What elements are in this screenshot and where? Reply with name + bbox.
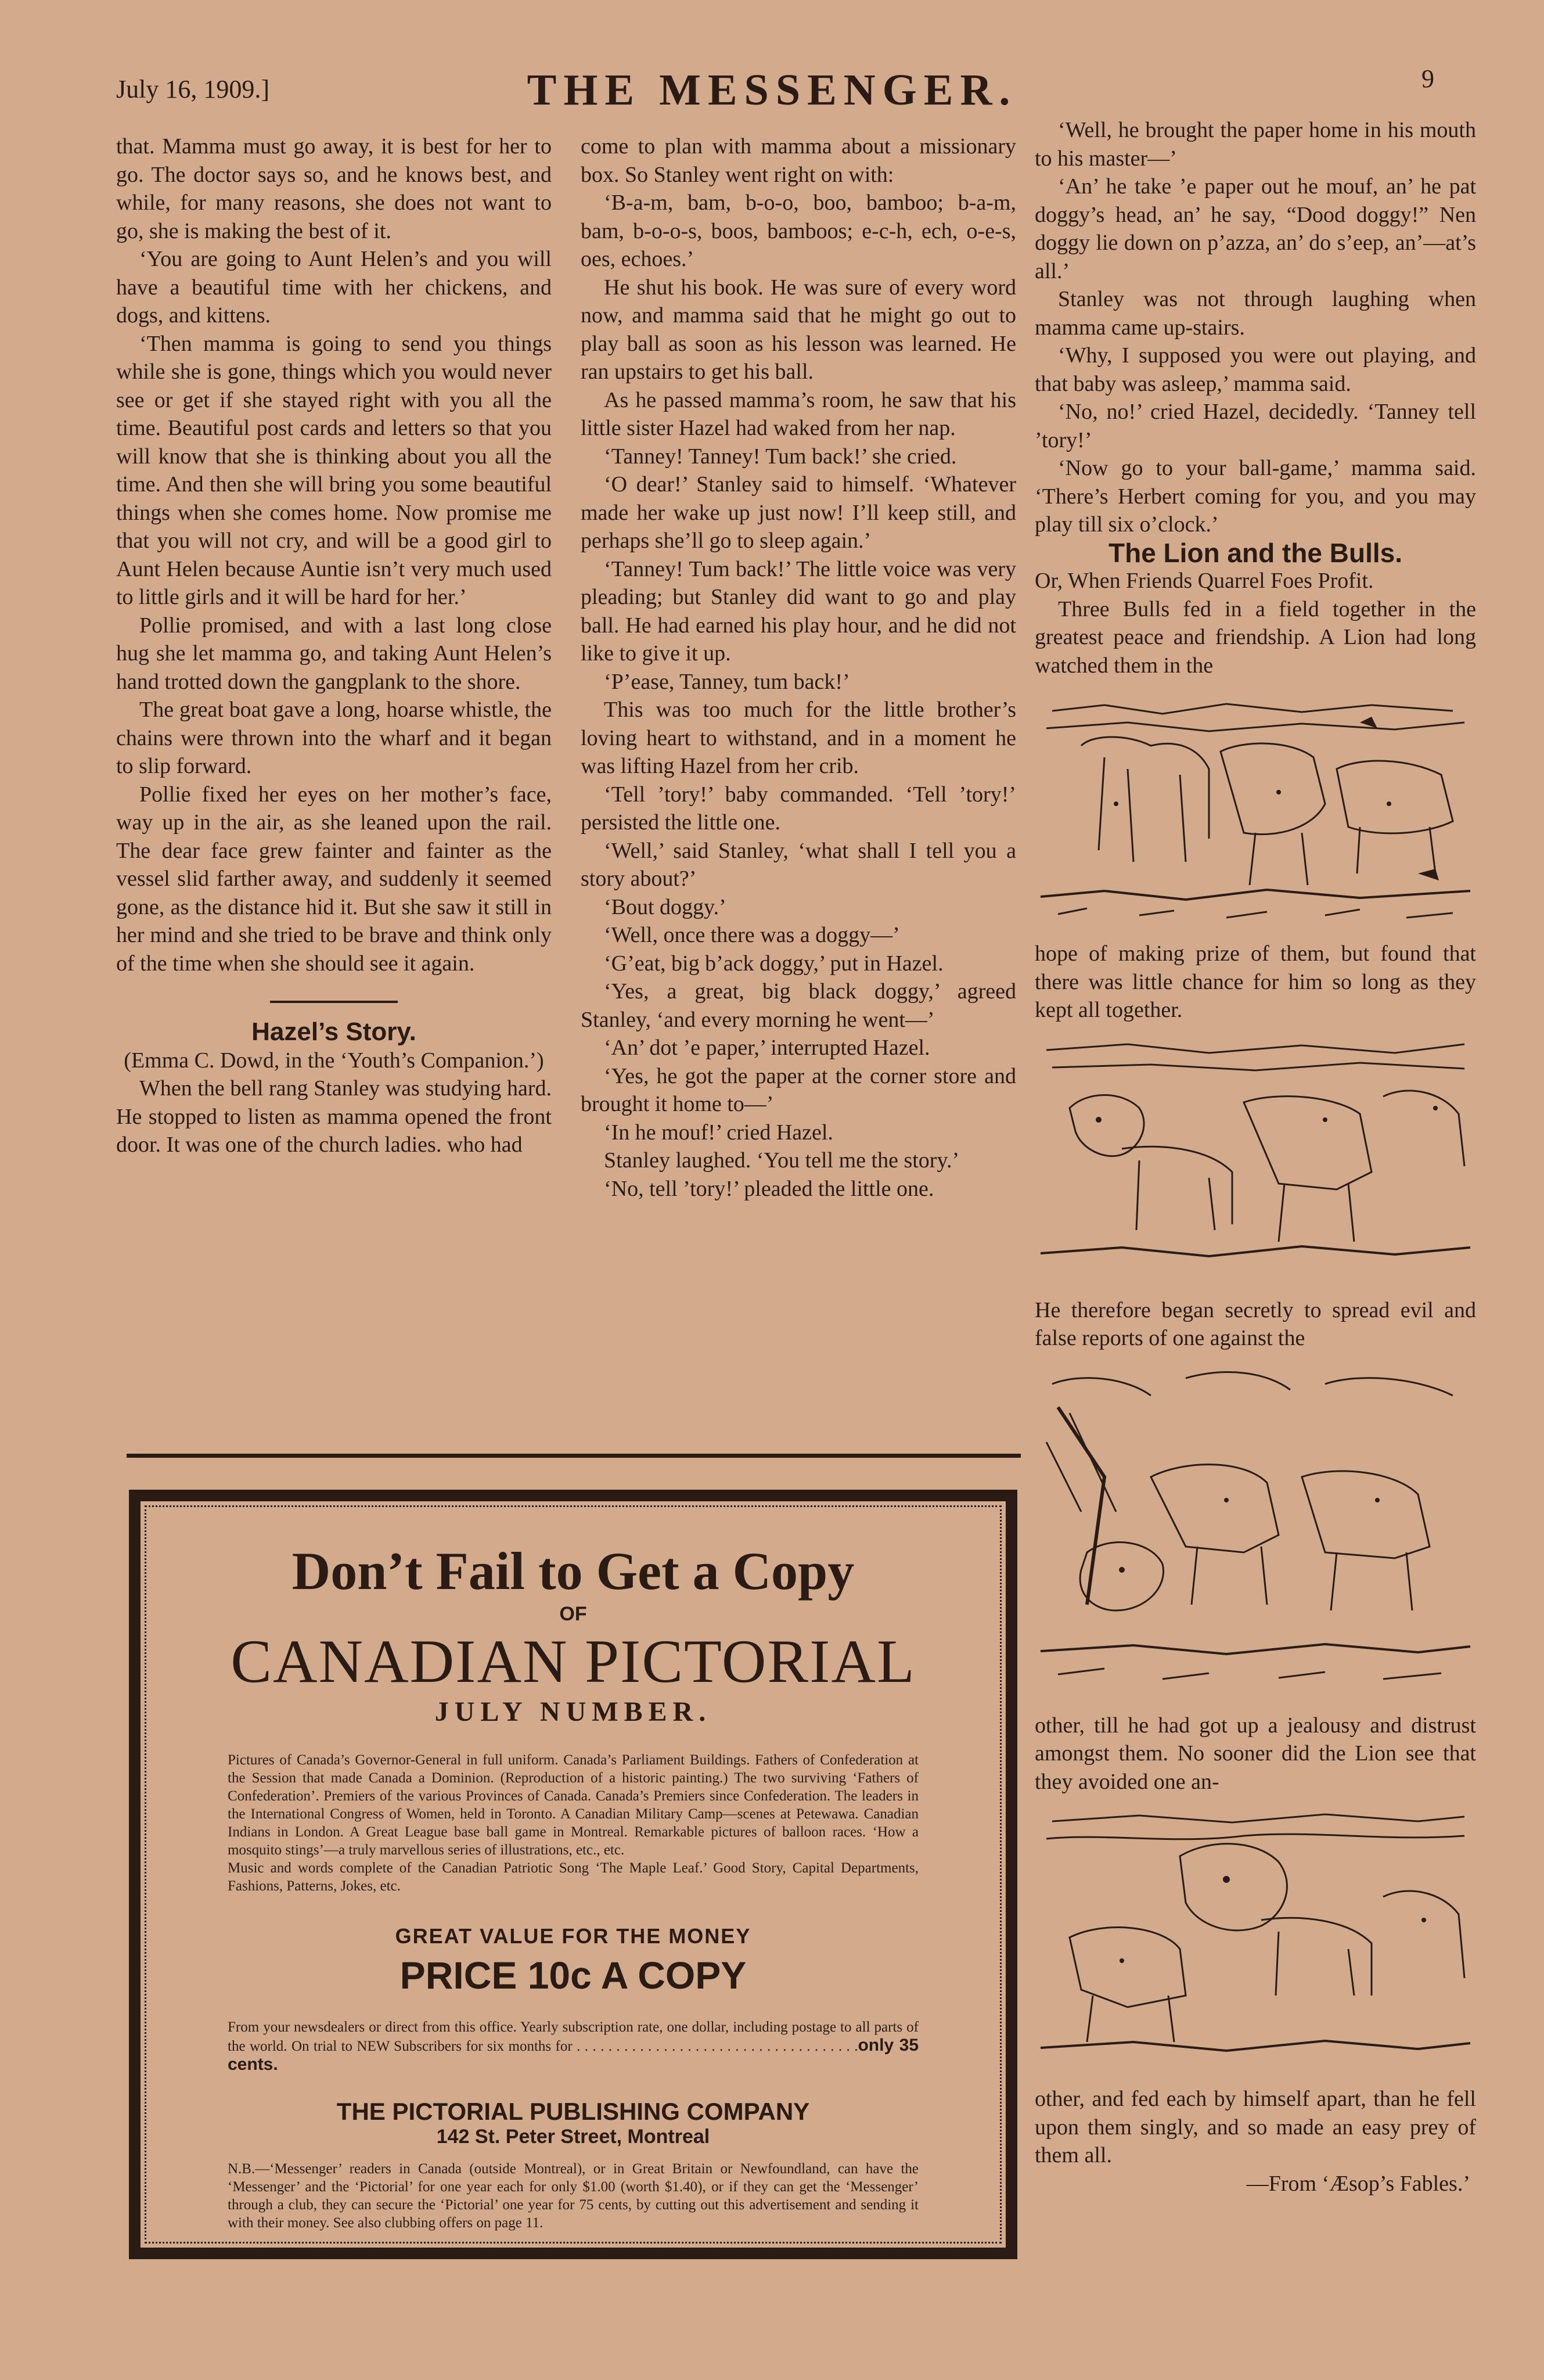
ad-issue: JULY NUMBER. (434, 1696, 712, 1727)
paragraph: ‘In he mouf!’ cried Hazel. (604, 1120, 833, 1145)
paragraph: other, till he had got up a jealousy and distrust amongst them. No sooner did the Lion see that they avoided one an- (1035, 1713, 1476, 1794)
advertisement-content (228, 1542, 919, 2232)
fable-credit: —From ‘Æsop’s Fables.’ (1246, 2171, 1470, 2196)
column-2 (581, 132, 1016, 1203)
paragraph: ‘Now go to your ball-game,’ mamma said. ‘There’s Herbert coming for you, and you may play till six o’clock.’ (1035, 456, 1476, 537)
story-byline: (Emma C. Dowd, in the ‘Youth’s Companion.’) (124, 1048, 544, 1073)
ad-publication: CANADIAN PICTORIAL (231, 1627, 916, 1696)
ad-of: OF (559, 1603, 587, 1626)
paragraph: ‘Why, I supposed you were out playing, and that baby was asleep,’ mamma said. (1035, 343, 1476, 396)
paragraph: He shut his book. He was sure of every word now, and mamma said that he might go out to play ball as soon as his lesson was learned. He ran upstairs to get his ball. (581, 275, 1016, 384)
bulls-divided-illustration (1035, 1361, 1476, 1703)
ad-note: N.B.—‘Messenger’ readers in Canada (outside Montreal), or in Great Britain or Newfoundland, can have the ‘Messenger’ and the ‘Pictorial’ for one year each for only $1.00 (worth $1.40), or if they can get the ‘Messenger’ through a club, they can secure the ‘Pictorial’ one year for 75 cents, by cutting out this advertisement and sending it with their money. See also clubbing offers on page 11. (228, 2160, 919, 2231)
paragraph: ‘An’ he take ’e paper out he mouf, an’ he pat doggy’s head, an’ he say, “Dood doggy!” Nen doggy lie down on p’azza, an’ do s’eep, an’—at’s all.’ (1035, 174, 1476, 283)
section-divider (270, 1001, 398, 1003)
paragraph: ‘Then mamma is going to send you things while she is gone, things which you would never see or get if she stayed right with you all the time. Beautiful post cards and letters so that you will know that she is thinking about you all the time. And then she will bring you some beautiful things when she comes home. Now promise me that you will not cry, and will be a good girl to Aunt Helen because Auntie isn’t very much used to little girls and it will be hard for her.’ (116, 331, 552, 609)
ad-address: 142 St. Peter Street, Montreal (436, 2125, 710, 2148)
advertisement-box (129, 1490, 1017, 2259)
ad-headline: Don’t Fail to Get a Copy (291, 1541, 855, 1601)
ad-company: THE PICTORIAL PUBLISHING COMPANY (336, 2097, 810, 2125)
paragraph: ‘Well,’ said Stanley, ‘what shall I tell you a story about?’ (581, 838, 1016, 891)
lion-stalking-illustration (1035, 1033, 1476, 1288)
paragraph: ‘Yes, a great, big black doggy,’ agreed Stanley, ‘and every morning he went—’ (581, 979, 1016, 1032)
column-1 (116, 132, 552, 1159)
ad-description: Pictures of Canada’s Governor-General in full uniform. Canada’s Parliament Buildings. Fathers of Confederation at the Session that made Canada a Dominion. (Reproduction of a historic painting.) The two surviving ‘Fathers of Confederation’. Premiers of the various Provinces of Canada. Canada’s Premiers since Confederation. The leaders in the International Congress of Women, held in Toronto. A Canadian Military Camp—scenes at Petewawa. Canadian Indians in London. A Great League base ball game in Montreal. Remarkable pictures of balloon races. ‘How a mosquito stings’—a truly marvellous series of illustrations, etc., etc. (228, 1752, 919, 1858)
ad-subscription-text (228, 2018, 919, 2075)
paragraph: Three Bulls fed in a field together in the greatest peace and friendship. A Lion had long watched them in the (1035, 596, 1476, 678)
column-3 (1035, 116, 1476, 2198)
ad-value: GREAT VALUE FOR THE MONEY (395, 1924, 751, 1948)
paragraph: ‘Yes, he got the paper at the corner store and brought it home to—’ (581, 1063, 1016, 1116)
paragraph: ‘P’ease, Tanney, tum back!’ (604, 669, 850, 694)
paragraph: other, and fed each by himself apart, than he fell upon them singly, and so made an easy prey of them all. (1035, 2087, 1476, 2167)
paragraph: Stanley laughed. ‘You tell me the story.’ (604, 1148, 960, 1173)
paragraph: ‘Tanney! Tum back!’ The little voice was very pleading; but Stanley did want to go and play ball. He had earned his play hour, and he did not like to give it up. (581, 556, 1016, 666)
masthead-title: THE MESSENGER. (527, 66, 1017, 114)
ad-price: PRICE 10c A COPY (400, 1953, 747, 1997)
paragraph: Pollie promised, and with a last long close hug she let mamma go, and taking Aunt Helen’s hand trotted down the gangplank to the shore. (116, 613, 552, 694)
paragraph: ‘O dear!’ Stanley said to himself. ‘Whatever made her wake up just now! I’ll keep still, and perhaps she’ll go to sleep again.’ (581, 472, 1016, 553)
paragraph: This was too much for the little brother’s loving heart to withstand, and in a moment he was lifting Hazel from her crib. (581, 698, 1016, 778)
ad-description-2: Music and words complete of the Canadian Patriotic Song ‘The Maple Leaf.’ Good Story, Capital Departments, Fashions, Patterns, Jokes, etc. (228, 1860, 919, 1894)
paragraph: As he passed mamma’s room, he saw that his little sister Hazel had waked from her nap. (581, 387, 1016, 440)
fable-title: The Lion and the Bulls. (1108, 537, 1402, 568)
ad-subscription-body: From your newsdealers or direct from this office. Yearly subscription rate, one dollar, including postage to all parts of the world. On trial to NEW Subscribers for six months for . . . . . . . . . . . . . . . . . . . . . . . . . . . . . . . . . . . . (228, 2019, 919, 2054)
lion-attacking-illustration (1035, 1804, 1476, 2077)
paragraph: The great boat gave a long, hoarse whistle, the chains were thrown into the wharf and it began to slip forward. (116, 698, 552, 778)
paragraph: ‘Tanney! Tanney! Tum back!’ she cried. (604, 444, 957, 469)
bulls-grazing-illustration (1035, 688, 1476, 932)
paragraph: hope of making prize of them, but found that there was little chance for him so long as they kept all together. (1035, 941, 1476, 1022)
story-title: Hazel’s Story. (251, 1018, 416, 1046)
page-number: 9 (1421, 64, 1434, 93)
paragraph: ‘Bout doggy.’ (604, 894, 726, 919)
paragraph: Pollie fixed her eyes on her mother’s face, way up in the air, as she leaned upon the rail. The dear face grew fainter and fainter as the vessel slid farther away, and suddenly it seemed gone, as the distance hid it. But she saw it still in her mind and she tried to be brave and think only of the time when she should see it again. (116, 782, 552, 976)
issue-date: July 16, 1909.] (116, 75, 269, 103)
paragraph: that. Mamma must go away, it is best for her to go. The doctor says so, and he knows best, and while, for many reasons, she does not want to go, she is making the best of it. (116, 134, 552, 243)
paragraph: ‘No, tell ’tory!’ pleaded the little one. (604, 1176, 934, 1201)
fable-subtitle: Or, When Friends Quarrel Foes Profit. (1035, 569, 1374, 593)
paragraph: When the bell rang Stanley was studying hard. He stopped to listen as mamma opened the front door. It was one of the church ladies. who had (116, 1076, 552, 1157)
paragraph: ‘B-a-m, bam, b-o-o, boo, bamboo; b-a-m, bam, b-o-o-s, boos, bamboos; e-c-h, ech, o-e-s, oes, echoes.’ (581, 190, 1016, 271)
paragraph: Stanley was not through laughing when mamma came up-stairs. (1035, 287, 1476, 340)
paragraph: ‘Well, he brought the paper home in his mouth to his master—’ (1035, 118, 1476, 171)
paragraph: He therefore began secretly to spread evil and false reports of one against the (1035, 1297, 1476, 1350)
paragraph: ‘Well, once there was a doggy—’ (604, 923, 900, 947)
ad-trial-price: only 35 cents. (228, 2035, 919, 2074)
paragraph: come to plan with mamma about a missionary box. So Stanley went right on with: (581, 134, 1016, 187)
paragraph: ‘An’ dot ’e paper,’ interrupted Hazel. (604, 1036, 930, 1060)
paragraph: ‘Tell ’tory!’ baby commanded. ‘Tell ’tory!’ persisted the little one. (581, 782, 1016, 835)
paragraph: ‘You are going to Aunt Helen’s and you will have a beautiful time with her chickens, and dogs, and kittens. (116, 247, 552, 328)
paragraph: ‘G’eat, big b’ack doggy,’ put in Hazel. (604, 951, 944, 976)
paragraph: ‘No, no!’ cried Hazel, decidedly. ‘Tanney tell ’tory!’ (1035, 400, 1476, 452)
horizontal-rule (127, 1454, 1021, 1458)
